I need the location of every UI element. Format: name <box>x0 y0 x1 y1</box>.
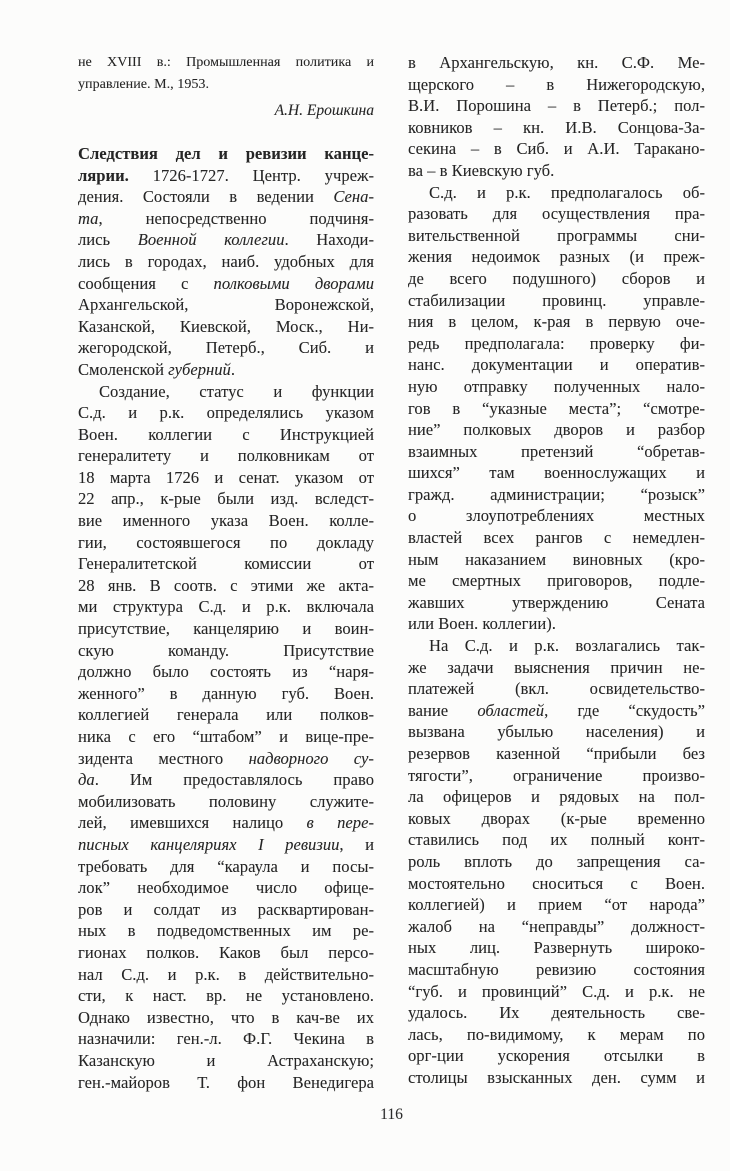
text-line: секина – в Сиб. и А.И. Таракано- <box>408 139 705 159</box>
text-line: ров и солдат из расквартирован- <box>78 899 374 919</box>
text-line: жения недоимок разных (и преж- <box>408 247 705 267</box>
text-line: столицы взысканных ден. сумм и <box>408 1067 705 1087</box>
text-line: Казанскую и Астраханскую; <box>78 1050 374 1070</box>
text-line: властей всех рангов с немедлен- <box>408 528 705 548</box>
text-line: генералитету и полковникам от <box>78 446 374 466</box>
text-line: ния в целом, к-рая в первую оче- <box>408 312 705 332</box>
text-line: гии, состоявшегося по докладу <box>78 532 374 552</box>
text-line: жалоб на “неправды” должност- <box>408 916 705 936</box>
text-line: жавших утверждению Сената <box>408 592 705 612</box>
text-line: масштабную ревизию состояния <box>408 959 705 979</box>
text-line: шихся” там военнослужащих и <box>408 463 705 483</box>
text-line: зидента местного надворного су- <box>78 748 374 768</box>
author-byline: А.Н. Ерошкина <box>274 101 374 119</box>
text-line: взаимных претензий “обретав- <box>408 441 705 461</box>
text-line: в Архангельскую, кн. С.Ф. Ме- <box>408 53 705 72</box>
text-line: о злоупотреблениях местных <box>408 506 705 526</box>
text-line: писных канцеляриях I ревизии, и <box>78 834 374 854</box>
text-line: вие именного указа Воен. колле- <box>78 511 374 531</box>
text-line: Казанской, Киевской, Моск., Ни- <box>78 316 374 336</box>
text-line: лась, по-видимому, к мерам по <box>408 1024 705 1044</box>
text-line: разовать для осуществления пра- <box>408 204 705 224</box>
text-line: жегородской, Петерб., Сиб. и <box>78 338 374 358</box>
text-line: С.д. и р.к. предполагалось об- <box>429 182 705 202</box>
text-line: вительственной программы сни- <box>408 225 705 245</box>
text-line: мобилизовать половину служите- <box>78 791 374 811</box>
text-line: сти, к наст. вр. не установлено. <box>78 986 374 1006</box>
text-line: ставились под их полный конт- <box>408 830 705 850</box>
text-line: коллегией генерала или полков- <box>78 705 374 725</box>
text-line: мостоятельно сноситься с Воен. <box>408 873 705 893</box>
text-line: редь предполагала: проверку фи- <box>408 333 705 353</box>
text-line: С.д. и р.к. определялись указом <box>78 403 374 423</box>
entry-text-left <box>78 143 374 1093</box>
text-line: ковых дворах (к-рые временно <box>408 808 705 828</box>
previous-entry-tail <box>78 52 374 95</box>
text-line: Однако известно, что в кач-ве их <box>78 1007 374 1027</box>
text-line: лись Военной коллегии. Находи- <box>78 230 374 250</box>
text-line: Архангельской, Воронежской, <box>78 295 374 315</box>
text-line: дения. Состояли в ведении Сена- <box>78 187 374 207</box>
text-line: тягости”, ограничение произво- <box>408 765 705 785</box>
text-line: ных лиц. Развернуть широко- <box>408 938 705 958</box>
text-line: нал С.д. и р.к. в действительно- <box>78 964 374 984</box>
text-line: 18 марта 1726 и сенат. указом от <box>78 467 374 487</box>
page-number: 116 <box>380 1106 403 1123</box>
text-line: вызвана убылью населения) и <box>408 722 705 742</box>
text-line: ген.-майоров Т. фон Венедигера <box>78 1072 374 1092</box>
text-line: Воен. коллегии с Инструкцией <box>78 424 374 444</box>
text-line: скую команду. Присутствие <box>78 640 374 660</box>
left-column <box>78 52 374 1093</box>
text-line: лись в городах, наиб. удобных для <box>78 251 374 271</box>
text-line: гионах полков. Каков был персо- <box>78 942 374 962</box>
text-line: сообщения с полковыми дворами <box>78 273 374 293</box>
right-column <box>408 52 705 1089</box>
text-line: Генералитетской комиссии от <box>78 554 374 574</box>
text-line: гов в “указные места”; “смотре- <box>408 398 705 418</box>
text-line: управление. М., 1953. <box>78 76 210 92</box>
text-line: должно было состоять из “наря- <box>78 662 374 682</box>
text-line: платежей (вкл. освидетельство- <box>408 679 705 699</box>
text-line: ва – в Киевскую губ. <box>408 160 555 180</box>
text-line: лярии. 1726-1727. Центр. учреж- <box>78 165 374 185</box>
text-line: удалось. Их деятельность све- <box>408 1003 705 1023</box>
text-line: назначили: ген.-л. Ф.Г. Чекина в <box>78 1029 374 1049</box>
text-line: ме смертных приговоров, подле- <box>408 571 705 591</box>
text-line: требовать для “караула и посы- <box>78 856 374 876</box>
text-line: В.И. Порошина – в Петерб.; пол- <box>408 96 705 116</box>
text-line: 28 янв. В соотв. с этими же акта- <box>78 575 374 595</box>
text-line: ковников – кн. И.В. Сонцова-За- <box>408 117 705 137</box>
text-line: нанс. документации и оператив- <box>408 355 705 375</box>
text-line: же задачи выяснения причин не- <box>408 657 705 677</box>
text-line: резервов казенной “прибыли без <box>408 744 705 763</box>
text-line: ми структура С.д. и р.к. включала <box>78 597 374 617</box>
text-line: щерского – в Нижегородскую, <box>408 74 705 94</box>
text-line: лей, имевшихся налицо в пере- <box>78 813 374 833</box>
text-line: На С.д. и р.к. возлагались так- <box>429 636 705 656</box>
text-line: да. Им предоставлялось право <box>78 770 374 790</box>
text-line: присутствие, канцелярию и воин- <box>78 619 374 639</box>
text-line: роль вплоть до запрещения са- <box>408 851 705 871</box>
text-line: ние” полковых дворов и разбор <box>408 420 705 440</box>
text-line: или Воен. коллегии). <box>408 614 556 634</box>
text-line: ную отправку полученных нало- <box>408 376 705 396</box>
entry-text-right <box>408 52 705 1089</box>
text-line: Смоленской губерний. <box>78 359 236 379</box>
text-line: стабилизации провинц. управле- <box>408 290 705 310</box>
text-line: коллегией) и прием “от народа” <box>408 895 705 915</box>
text-line: орг-ции ускорения отсылки в <box>408 1046 705 1066</box>
text-line: гражд. администрации; “розыск” <box>408 484 705 504</box>
text-line: “губ. и провинций” С.д. и р.к. не <box>408 981 705 1001</box>
text-line: Создание, статус и функции <box>99 381 374 401</box>
text-line: ным наказанием виновных (кро- <box>408 549 705 569</box>
text-line: 22 апр., к-рые были изд. вследст- <box>78 489 374 509</box>
text-line: ника с его “штабом” и вице-пре- <box>78 727 374 746</box>
text-line: не XVIII в.: Промышленная политика и <box>78 55 374 70</box>
text-line: лок” необходимое число офице- <box>78 878 374 898</box>
text-line: де всего подушного) сборов и <box>408 268 705 288</box>
text-line: та, непосредственно подчиня- <box>78 208 374 228</box>
text-line: женного” в данную губ. Воен. <box>78 683 374 703</box>
text-line: Следствия дел и ревизии канце- <box>78 143 374 163</box>
text-line: вание областей, где “скудость” <box>408 700 706 720</box>
text-line: ла офицеров и рядовых на пол- <box>408 787 705 807</box>
text-line: ных в подведомственных им ре- <box>78 921 374 941</box>
